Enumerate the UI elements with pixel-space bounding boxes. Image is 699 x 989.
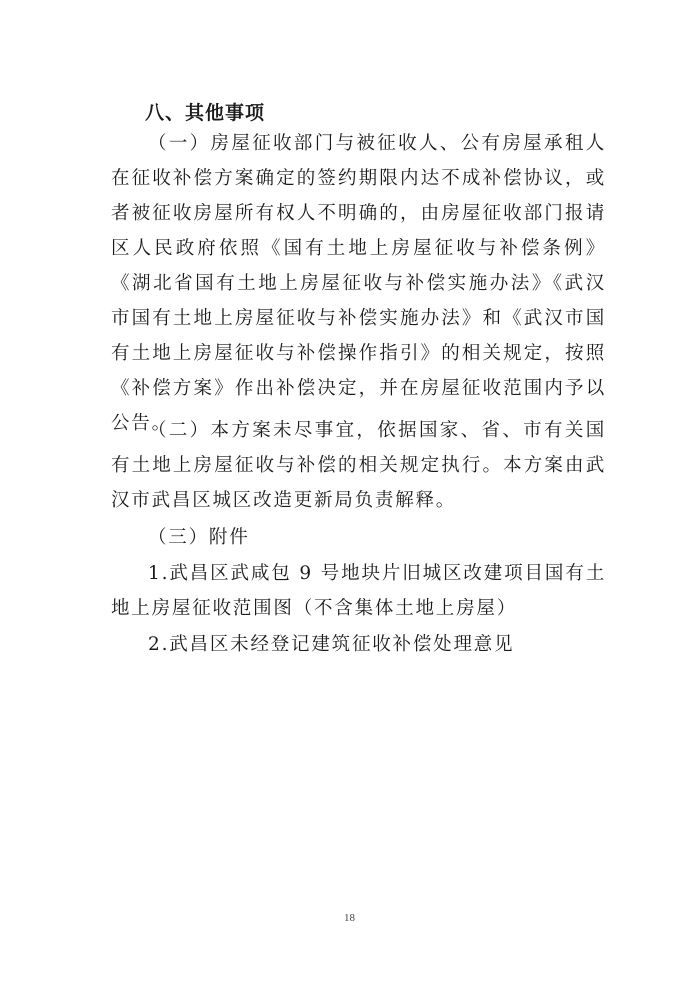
page-number: 18 [344, 912, 355, 924]
attachment-item-1: 1.武昌区武咸包 9 号地块片旧城区改建项目国有土地上房屋征收范围图（不含集体土地上房屋） [111, 563, 606, 619]
section-heading: 八、其他事项 [145, 102, 266, 124]
paragraph-compensation-decision: （一）房屋征收部门与被征收人、公有房屋承租人在征收补偿方案确定的签约期限内达不成补偿协议，或者被征收房屋所有权人不明确的，由房屋征收部门报请区人民政府依照《国有土地上房屋征收与补偿条例》《湖北省国有土地上房屋征收与补偿实施办法》《武汉市国有土地上房屋征收与补偿实施办法》和《武汉市国有土地上房屋征收与补偿操作指引》的相关规定，按照《补偿方案》作出补偿决定，并在房屋征收范围内予以公告。 [111, 133, 606, 434]
paragraph-attachments-title: （三）附件 [148, 527, 250, 548]
attachment-item-2: 2.武昌区未经登记建筑征收补偿处理意见 [148, 634, 515, 655]
paragraph-unresolved-matters: （二）本方案未尽事宜，依据国家、省、市有关国有土地上房屋征收与补偿的相关规定执行。本方案由武汉市武昌区城区改造更新局负责解释。 [111, 420, 606, 511]
